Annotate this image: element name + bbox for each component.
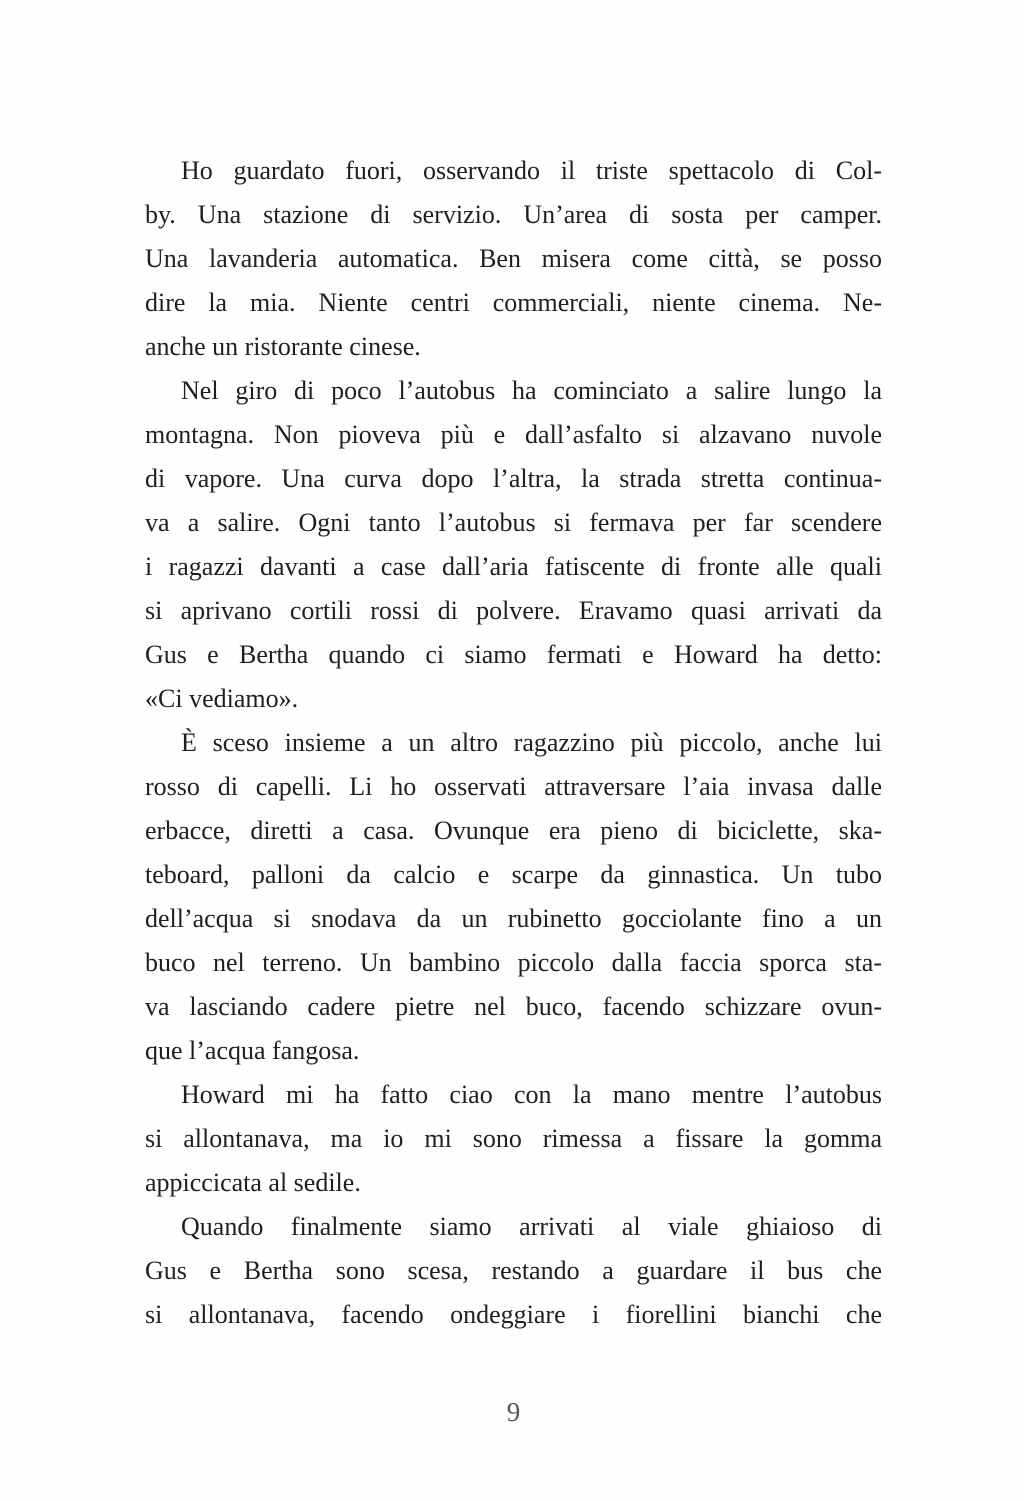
- text-line: by. Una stazione di servizio. Un’area di sosta per camper.: [145, 200, 882, 229]
- text-line: buco nel terreno. Un bambino piccolo dalla faccia sporca sta-: [145, 948, 882, 977]
- paragraph: [145, 369, 882, 721]
- paragraph: [145, 1205, 882, 1337]
- text-line: va lasciando cadere pietre nel buco, facendo schizzare ovun-: [145, 992, 882, 1021]
- text-line: rosso di capelli. Li ho osservati attraversare l’aia invasa dalle: [145, 772, 882, 801]
- text-line: «Ci vediamo».: [145, 684, 299, 713]
- paragraph: [145, 1073, 882, 1205]
- text-line: appiccicata al sedile.: [145, 1168, 361, 1197]
- text-line: Gus e Bertha quando ci siamo fermati e Howard ha detto:: [145, 640, 882, 669]
- text-line: teboard, palloni da calcio e scarpe da ginnastica. Un tubo: [145, 860, 882, 889]
- text-block: [145, 149, 882, 1337]
- paragraph: [145, 149, 882, 369]
- text-line: Una lavanderia automatica. Ben misera come città, se posso: [145, 244, 882, 273]
- text-line: si allontanava, ma io mi sono rimessa a fissare la gomma: [145, 1124, 882, 1153]
- text-line: anche un ristorante cinese.: [145, 332, 421, 361]
- text-line: Quando finalmente siamo arrivati al viale ghiaioso di: [181, 1212, 882, 1241]
- text-line: Nel giro di poco l’autobus ha cominciato a salire lungo la: [181, 376, 882, 405]
- paragraph: [145, 721, 882, 1073]
- text-line: si allontanava, facendo ondeggiare i fiorellini bianchi che: [145, 1300, 882, 1329]
- text-line: va a salire. Ogni tanto l’autobus si fermava per far scendere: [145, 508, 882, 537]
- text-line: È sceso insieme a un altro ragazzino più piccolo, anche lui: [181, 728, 882, 757]
- text-line: que l’acqua fangosa.: [145, 1036, 360, 1065]
- text-line: Ho guardato fuori, osservando il triste spettacolo di Col-: [181, 156, 882, 185]
- text-line: i ragazzi davanti a case dall’aria fatiscente di fronte alle quali: [145, 552, 882, 581]
- text-line: dell’acqua si snodava da un rubinetto gocciolante fino a un: [145, 904, 882, 933]
- page-number: 9: [506, 1397, 521, 1427]
- text-line: montagna. Non pioveva più e dall’asfalto si alzavano nuvole: [145, 420, 882, 449]
- text-line: si aprivano cortili rossi di polvere. Eravamo quasi arrivati da: [145, 596, 882, 625]
- text-line: Howard mi ha fatto ciao con la mano mentre l’autobus: [181, 1080, 882, 1109]
- text-line: Gus e Bertha sono scesa, restando a guardare il bus che: [145, 1256, 882, 1285]
- text-line: erbacce, diretti a casa. Ovunque era pieno di biciclette, ska-: [145, 816, 882, 845]
- text-line: di vapore. Una curva dopo l’altra, la strada stretta continua-: [145, 464, 882, 493]
- text-line: dire la mia. Niente centri commerciali, niente cinema. Ne-: [145, 288, 882, 317]
